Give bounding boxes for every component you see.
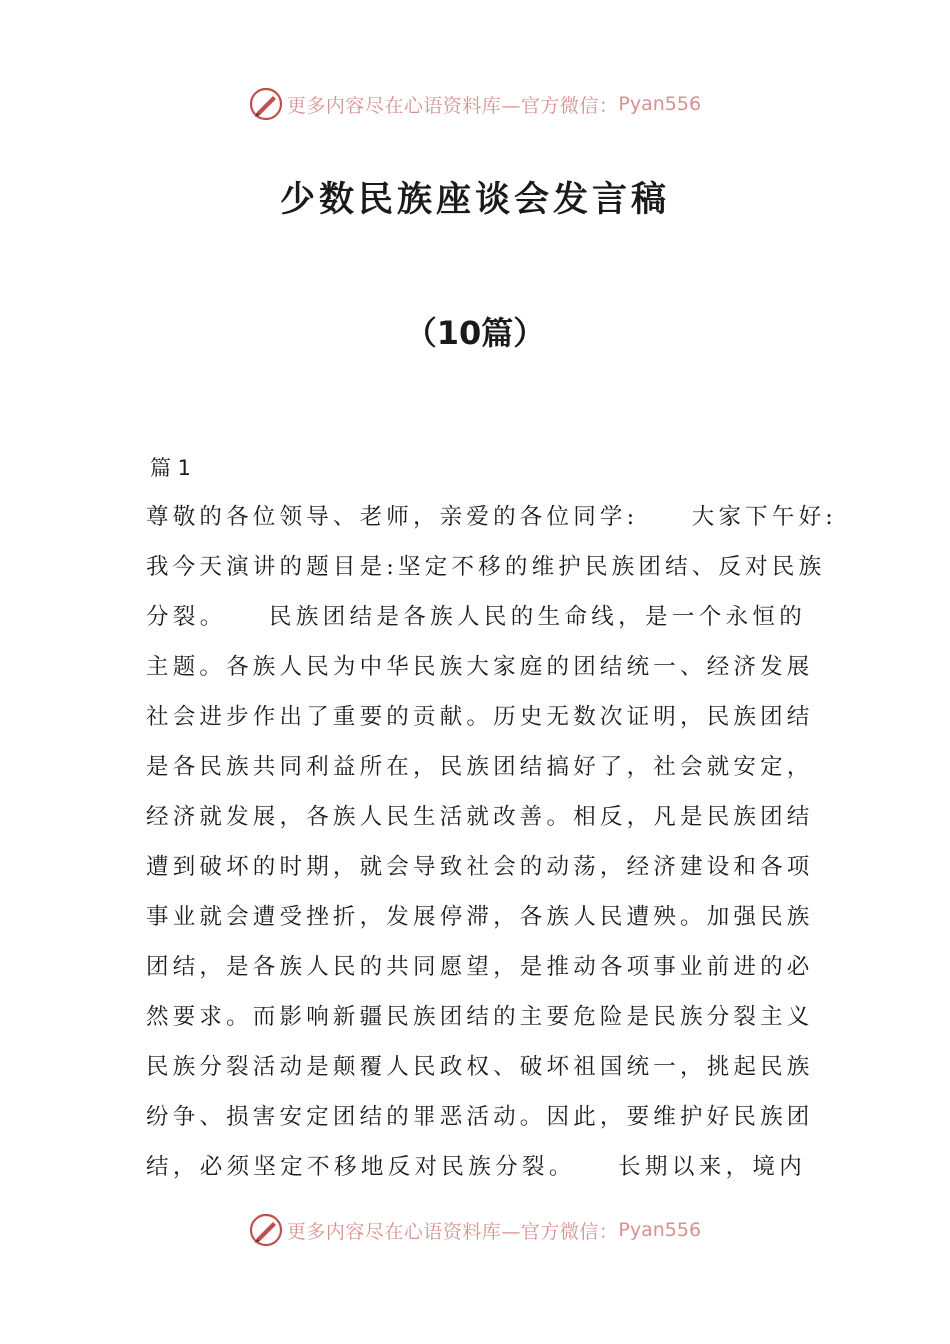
banner-text: 更多内容尽在心语资料库—官方微信： (286, 94, 619, 117)
text-line: 民族分裂活动是颠覆人民政权、破坏祖国统一，挑起民族 (146, 1054, 814, 1080)
document-title: 少数民族座谈会发言稿 (279, 180, 670, 220)
text-line: 结，必须坚定不移地反对民族分裂。 长期以来，境内 (146, 1154, 806, 1180)
text-line: 分裂。 民族团结是各族人民的生命线，是一个永恒的 (146, 604, 806, 630)
pen-logo-icon (249, 1213, 283, 1247)
text-line: 团结，是各族人民的共同愿望，是推动各项事业前进的必 (146, 954, 814, 980)
banner-text: 更多内容尽在心语资料库—官方微信： (286, 1220, 619, 1243)
pen-logo-icon (249, 87, 283, 121)
text-line: 事业就会遭受挫折，发展停滞，各族人民遭殃。加强民族 (146, 904, 814, 930)
text-line: 纷争、损害安定团结的罪恶活动。因此，要维护好民族团 (146, 1104, 814, 1130)
wechat-id: Pyan556 (618, 1219, 702, 1241)
wechat-id: Pyan556 (618, 93, 702, 115)
header-banner (0, 82, 950, 126)
text-line: 尊敬的各位领导、老师，亲爱的各位同学: 大家下午好: (146, 504, 838, 530)
text-line: 是各民族共同利益所在，民族团结搞好了，社会就安定， (146, 754, 814, 780)
text-line: 主题。各族人民为中华民族大家庭的团结统一、经济发展 (146, 654, 814, 680)
document-subtitle: （10篇） (404, 314, 546, 352)
text-line: 然要求。而影响新疆民族团结的主要危险是民族分裂主义 (146, 1004, 814, 1030)
text-line: 社会进步作出了重要的贡献。历史无数次证明，民族团结 (146, 704, 814, 730)
text-line: 遭到破坏的时期，就会导致社会的动荡，经济建设和各项 (146, 854, 814, 880)
text-line: 经济就发展，各族人民生活就改善。相反，凡是民族团结 (146, 804, 814, 830)
section-label: 篇 1 (150, 456, 192, 480)
footer-banner (0, 1208, 950, 1252)
body-paragraph (146, 492, 838, 1192)
text-line: 我今天演讲的题目是:坚定不移的维护民族团结、反对民族 (146, 554, 826, 580)
